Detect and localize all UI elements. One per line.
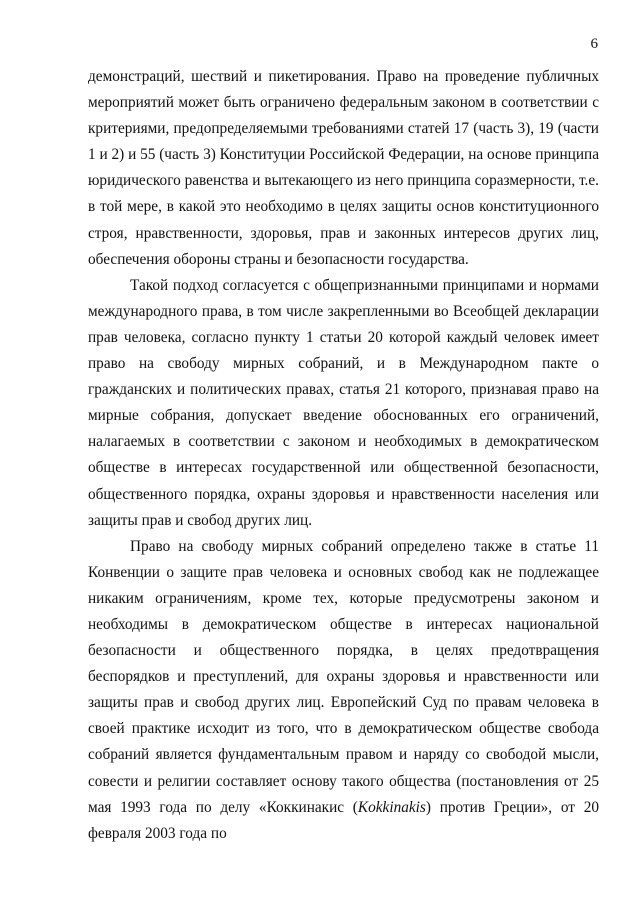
body-text — [88, 64, 599, 847]
paragraph-3-text-after: ) против Греции», от 20 февраля 2003 года по — [88, 798, 599, 842]
paragraph-3-text-before: Право на свободу мирных собраний определено также в статье 11 Конвенции о защите прав человека и основных свобод как не подлежащее никаким ограничениям, кроме тех, которые предусмотрены законом и необходимы в демократическом обществе в интересах национальной безопасности и общественного порядка, в целях предотвращения беспорядков и преступлений, для охраны здоровья и нравственности или защиты прав и свобод других лиц. Европейский Суд по правам человека в своей практике исходит из того, что в демократическом обществе свобода собраний является фундаментальным правом и наряду со свободой мысли, совести и религии составляет основу такого общества (постановления от 25 мая 1993 года по делу «Коккинакис ( — [88, 537, 599, 816]
paragraph-3 — [88, 534, 599, 847]
page-number: 6 — [590, 36, 598, 52]
paragraph-1: демонстраций, шествий и пикетирования. Право на проведение публичных мероприятий может быть ограничено федеральным законом в соответствии с критериями, предопределяемыми требованиями статей 17 (часть 3), 19 (части 1 и 2) и 55 (часть 3) Конституции Российской Федерации, на основе принципа юридического равенства и вытекающего из него принципа соразмерности, т.е. в той мере, в какой это необходимо в целях защиты основ конституционного строя, нравственности, здоровья, прав и законных интересов других лиц, обеспечения обороны страны и безопасности государства. — [88, 68, 599, 268]
paragraph-2: Такой подход согласуется с общепризнанными принципами и нормами международного права, в том числе закрепленными во Всеобщей декларации прав человека, согласно пункту 1 статьи 20 которой каждый человек имеет право на свободу мирных собраний, и в Международном пакте о гражданских и политических правах, статья 21 которого, признавая право на мирные собрания, допускает введение обоснованных его ограничений, налагаемых в соответствии с законом и необходимых в демократическом обществе в интересах государственной или общественной безопасности, общественного порядка, охраны здоровья и нравственности населения или защиты прав и свобод других лиц. — [88, 276, 599, 529]
case-name-italic: Kokkinakis — [357, 798, 426, 816]
